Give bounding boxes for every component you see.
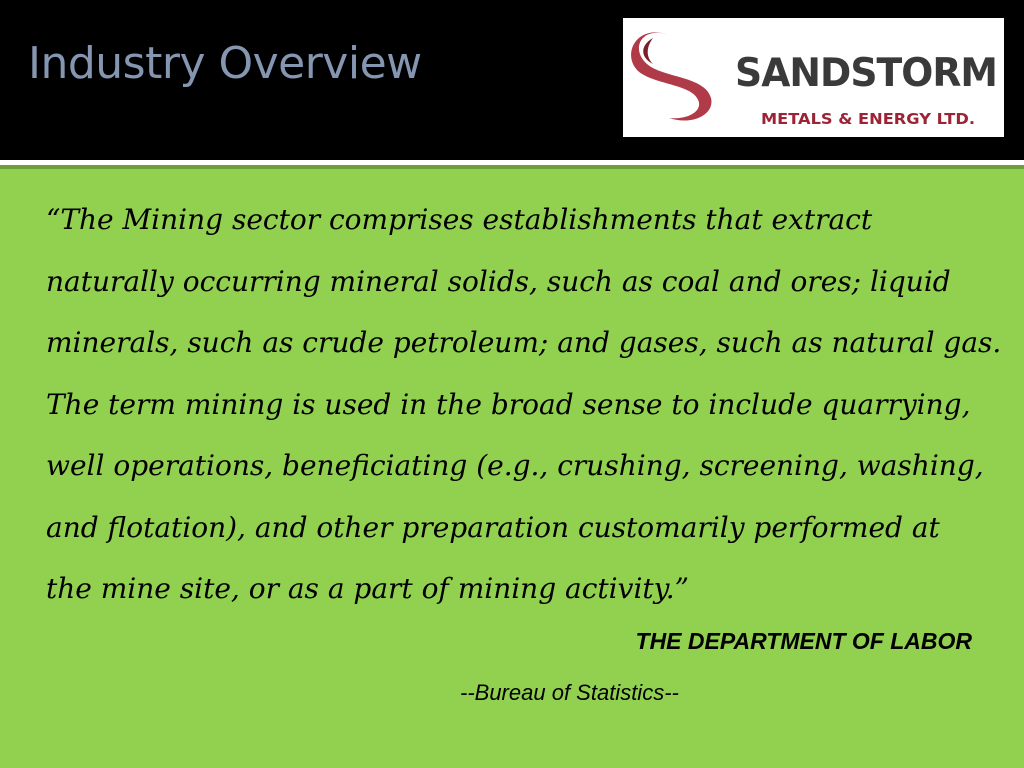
quote-line: “The Mining sector comprises establishments that extract	[46, 203, 873, 236]
quote-line: naturally occurring mineral solids, such as coal and ores; liquid	[46, 264, 951, 298]
sandstorm-logo-graphic	[623, 18, 1004, 137]
quote-line: minerals, such as crude petroleum; and gases, such as natural gas.	[46, 326, 1002, 359]
header-divider-shadow	[0, 165, 1024, 169]
slide-title: Industry Overview	[28, 38, 422, 89]
quote-line: and flotation), and other preparation customarily performed at	[46, 510, 940, 544]
logo-name: SANDSTORM	[735, 51, 997, 96]
logo-swoosh-accent-icon	[643, 38, 653, 64]
quote-line: The term mining is used in the broad sense to include quarrying,	[46, 387, 971, 421]
quote-attribution: THE DEPARTMENT OF LABOR	[635, 628, 972, 654]
logo-tagline: METALS & ENERGY LTD.	[761, 110, 975, 128]
quote-line: the mine site, or as a part of mining activity.”	[46, 572, 689, 605]
quote-line: well operations, beneficiating (e.g., crushing, screening, washing,	[46, 449, 984, 482]
slide-header	[0, 0, 1024, 160]
sandstorm-logo	[623, 18, 1004, 137]
quote-sub-attribution: --Bureau of Statistics--	[460, 680, 679, 705]
logo-swoosh-icon	[631, 32, 711, 120]
quote-body	[46, 189, 1002, 620]
